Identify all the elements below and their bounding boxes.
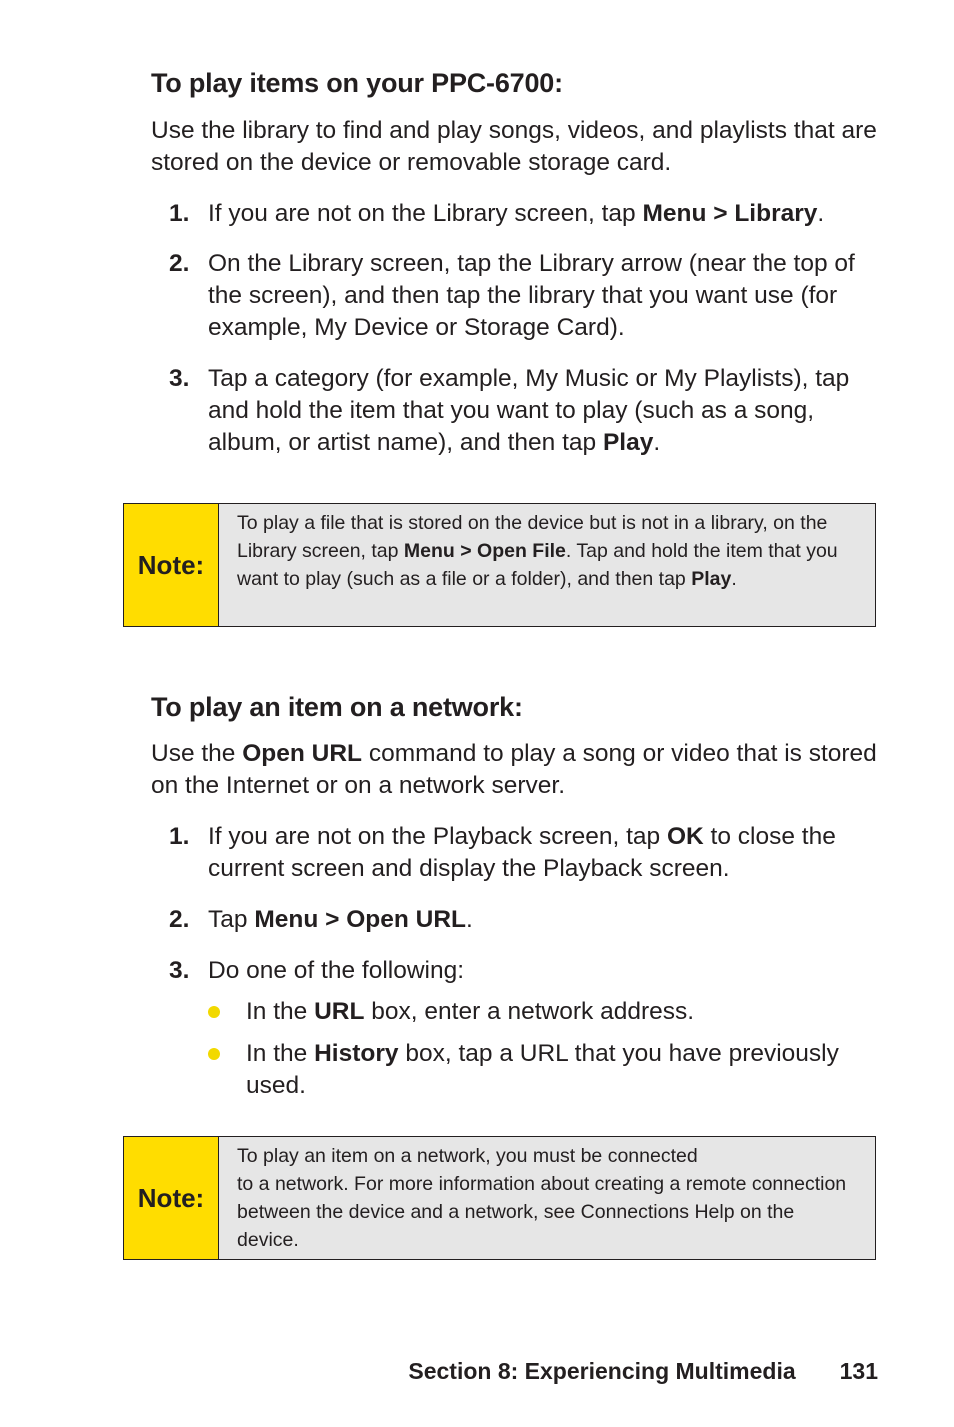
bullet-item-2: In the History box, tap a URL that you have previously used. [151,1038,879,1102]
bullet-dot-icon [208,1048,220,1060]
ui-reference: Menu > Open URL [254,906,466,933]
note-text: To play a file that is stored on the device but is not in a library, on the Library screen, tap Menu > Open File. Tap and hold the item that you want to play (such as a file or a folder), and then tap Play. [219,504,875,626]
section1-heading: To play items on your PPC-6700: [151,68,563,98]
note-box-2 [123,1136,876,1260]
ui-reference: Play [602,429,654,456]
note-label: Note: [124,504,219,626]
ui-reference: Menu > Library [642,200,818,227]
section1-step-3: 3. Tap a category (for example, My Music or My Playlists), tap and hold the item that you want to play (such as a song, album, or artist name), and then tap Play. [169,365,850,456]
page-number: 131 [839,1358,878,1384]
section1-step-1: 1. If you are not on the Library screen, tap Menu > Library. [151,198,879,230]
step-number: 3. [169,365,190,392]
section2-step-1: 1. If you are not on the Playback screen, tap OK to close the current screen and display the Playback screen. [169,823,836,882]
ui-reference: OK [666,823,704,850]
section2-step-3: 3. Do one of the following: [151,955,879,987]
note-text: To play an item on a network, you must be connected to a network. For more information about creating a remote connection between the device and a network, see Connections Help on the device. [219,1137,875,1259]
section2-step-2: 2. Tap Menu > Open URL. [151,904,879,936]
section1-intro: Use the library to find and play songs, videos, and playlists that are stored on the device or removable storage card. [151,117,877,176]
bullet-item-1: In the URL box, enter a network address. [151,996,879,1028]
page-footer [408,1358,878,1385]
bullet-dot-icon [208,1006,220,1018]
step-number: 2. [169,250,190,277]
section1-step-2: 2. On the Library screen, tap the Library arrow (near the top of the screen), and then tap the library that you want use (for example, My Device or Storage Card). [169,250,855,341]
step-number: 1. [169,200,190,227]
footer-section-title: Section 8: Experiencing Multimedia [408,1358,796,1384]
step-number: 1. [169,823,190,850]
note-label: Note: [124,1137,219,1259]
step-number: 2. [169,906,190,933]
section2-intro: Use the Open URL command to play a song or video that is stored on the Internet or on a network server. [151,740,877,799]
step-number: 3. [169,957,190,984]
note-box-1 [123,503,876,627]
section2-heading: To play an item on a network: [151,692,523,722]
